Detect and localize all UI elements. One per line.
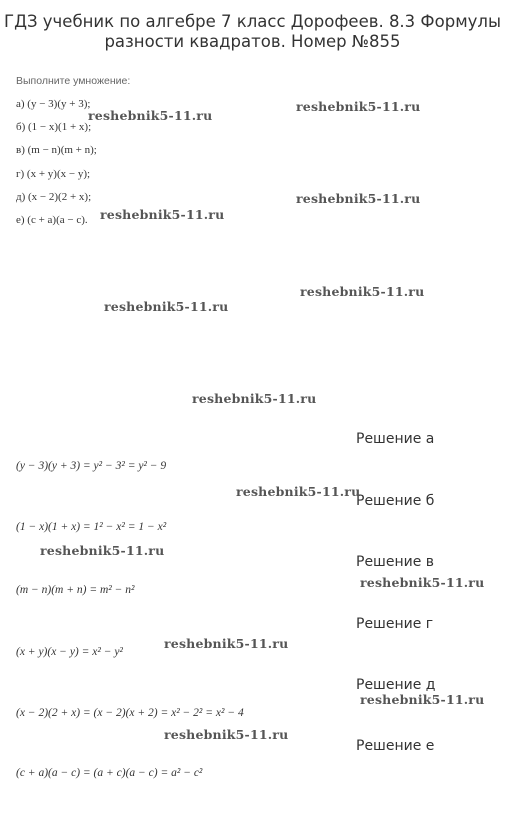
watermark: reshebnik5-11.ru (164, 636, 289, 651)
watermark: reshebnik5-11.ru (192, 391, 317, 406)
watermark: reshebnik5-11.ru (296, 99, 421, 114)
watermark: reshebnik5-11.ru (300, 284, 425, 299)
solution-heading-d: Решение д (356, 677, 436, 693)
solution-formula-b: (1 − x)(1 + x) = 1² − x² = 1 − x² (16, 521, 167, 533)
solution-formula-a: (y − 3)(y + 3) = y² − 3² = y² − 9 (16, 460, 167, 472)
solution-formula-v: (m − n)(m + n) = m² − n² (16, 584, 135, 596)
solution-heading-g: Решение г (356, 616, 434, 632)
watermark: reshebnik5-11.ru (296, 191, 421, 206)
watermark: reshebnik5-11.ru (164, 727, 289, 742)
watermark: reshebnik5-11.ru (104, 299, 229, 314)
watermark: reshebnik5-11.ru (88, 108, 213, 123)
solution-heading-a: Решение а (356, 431, 435, 447)
task-item-g: г) (x + y)(x − y); (16, 168, 91, 180)
page-title-line-2: разности квадратов. Номер №855 (104, 32, 401, 51)
solution-heading-v: Решение в (356, 554, 435, 570)
task-intro: Выполните умножение: (16, 75, 131, 87)
watermark: reshebnik5-11.ru (360, 692, 485, 707)
watermark: reshebnik5-11.ru (236, 484, 361, 499)
task-item-e: е) (c + a)(a − c). (16, 214, 88, 226)
solution-heading-b: Решение б (356, 493, 435, 509)
watermark: reshebnik5-11.ru (360, 575, 485, 590)
solution-formula-g: (x + y)(x − y) = x² − y² (16, 646, 123, 658)
task-item-d: д) (x − 2)(2 + x); (16, 191, 92, 203)
solution-formula-e: (c + a)(a − c) = (a + c)(a − c) = a² − c² (16, 767, 203, 779)
page-title-line-1: ГДЗ учебник по алгебре 7 класс Дорофеев. 8.3 Формулы (4, 12, 501, 31)
task-item-a: а) (y − 3)(y + 3); (16, 98, 91, 110)
solution-heading-e: Решение е (356, 738, 435, 754)
page-title (0, 12, 505, 52)
task-item-b: б) (1 − x)(1 + x); (16, 121, 92, 133)
watermark: reshebnik5-11.ru (100, 207, 225, 222)
solution-formula-d: (x − 2)(2 + x) = (x − 2)(x + 2) = x² − 2² = x² − 4 (16, 707, 244, 719)
task-item-v: в) (m − n)(m + n); (16, 144, 97, 156)
watermark: reshebnik5-11.ru (40, 543, 165, 558)
